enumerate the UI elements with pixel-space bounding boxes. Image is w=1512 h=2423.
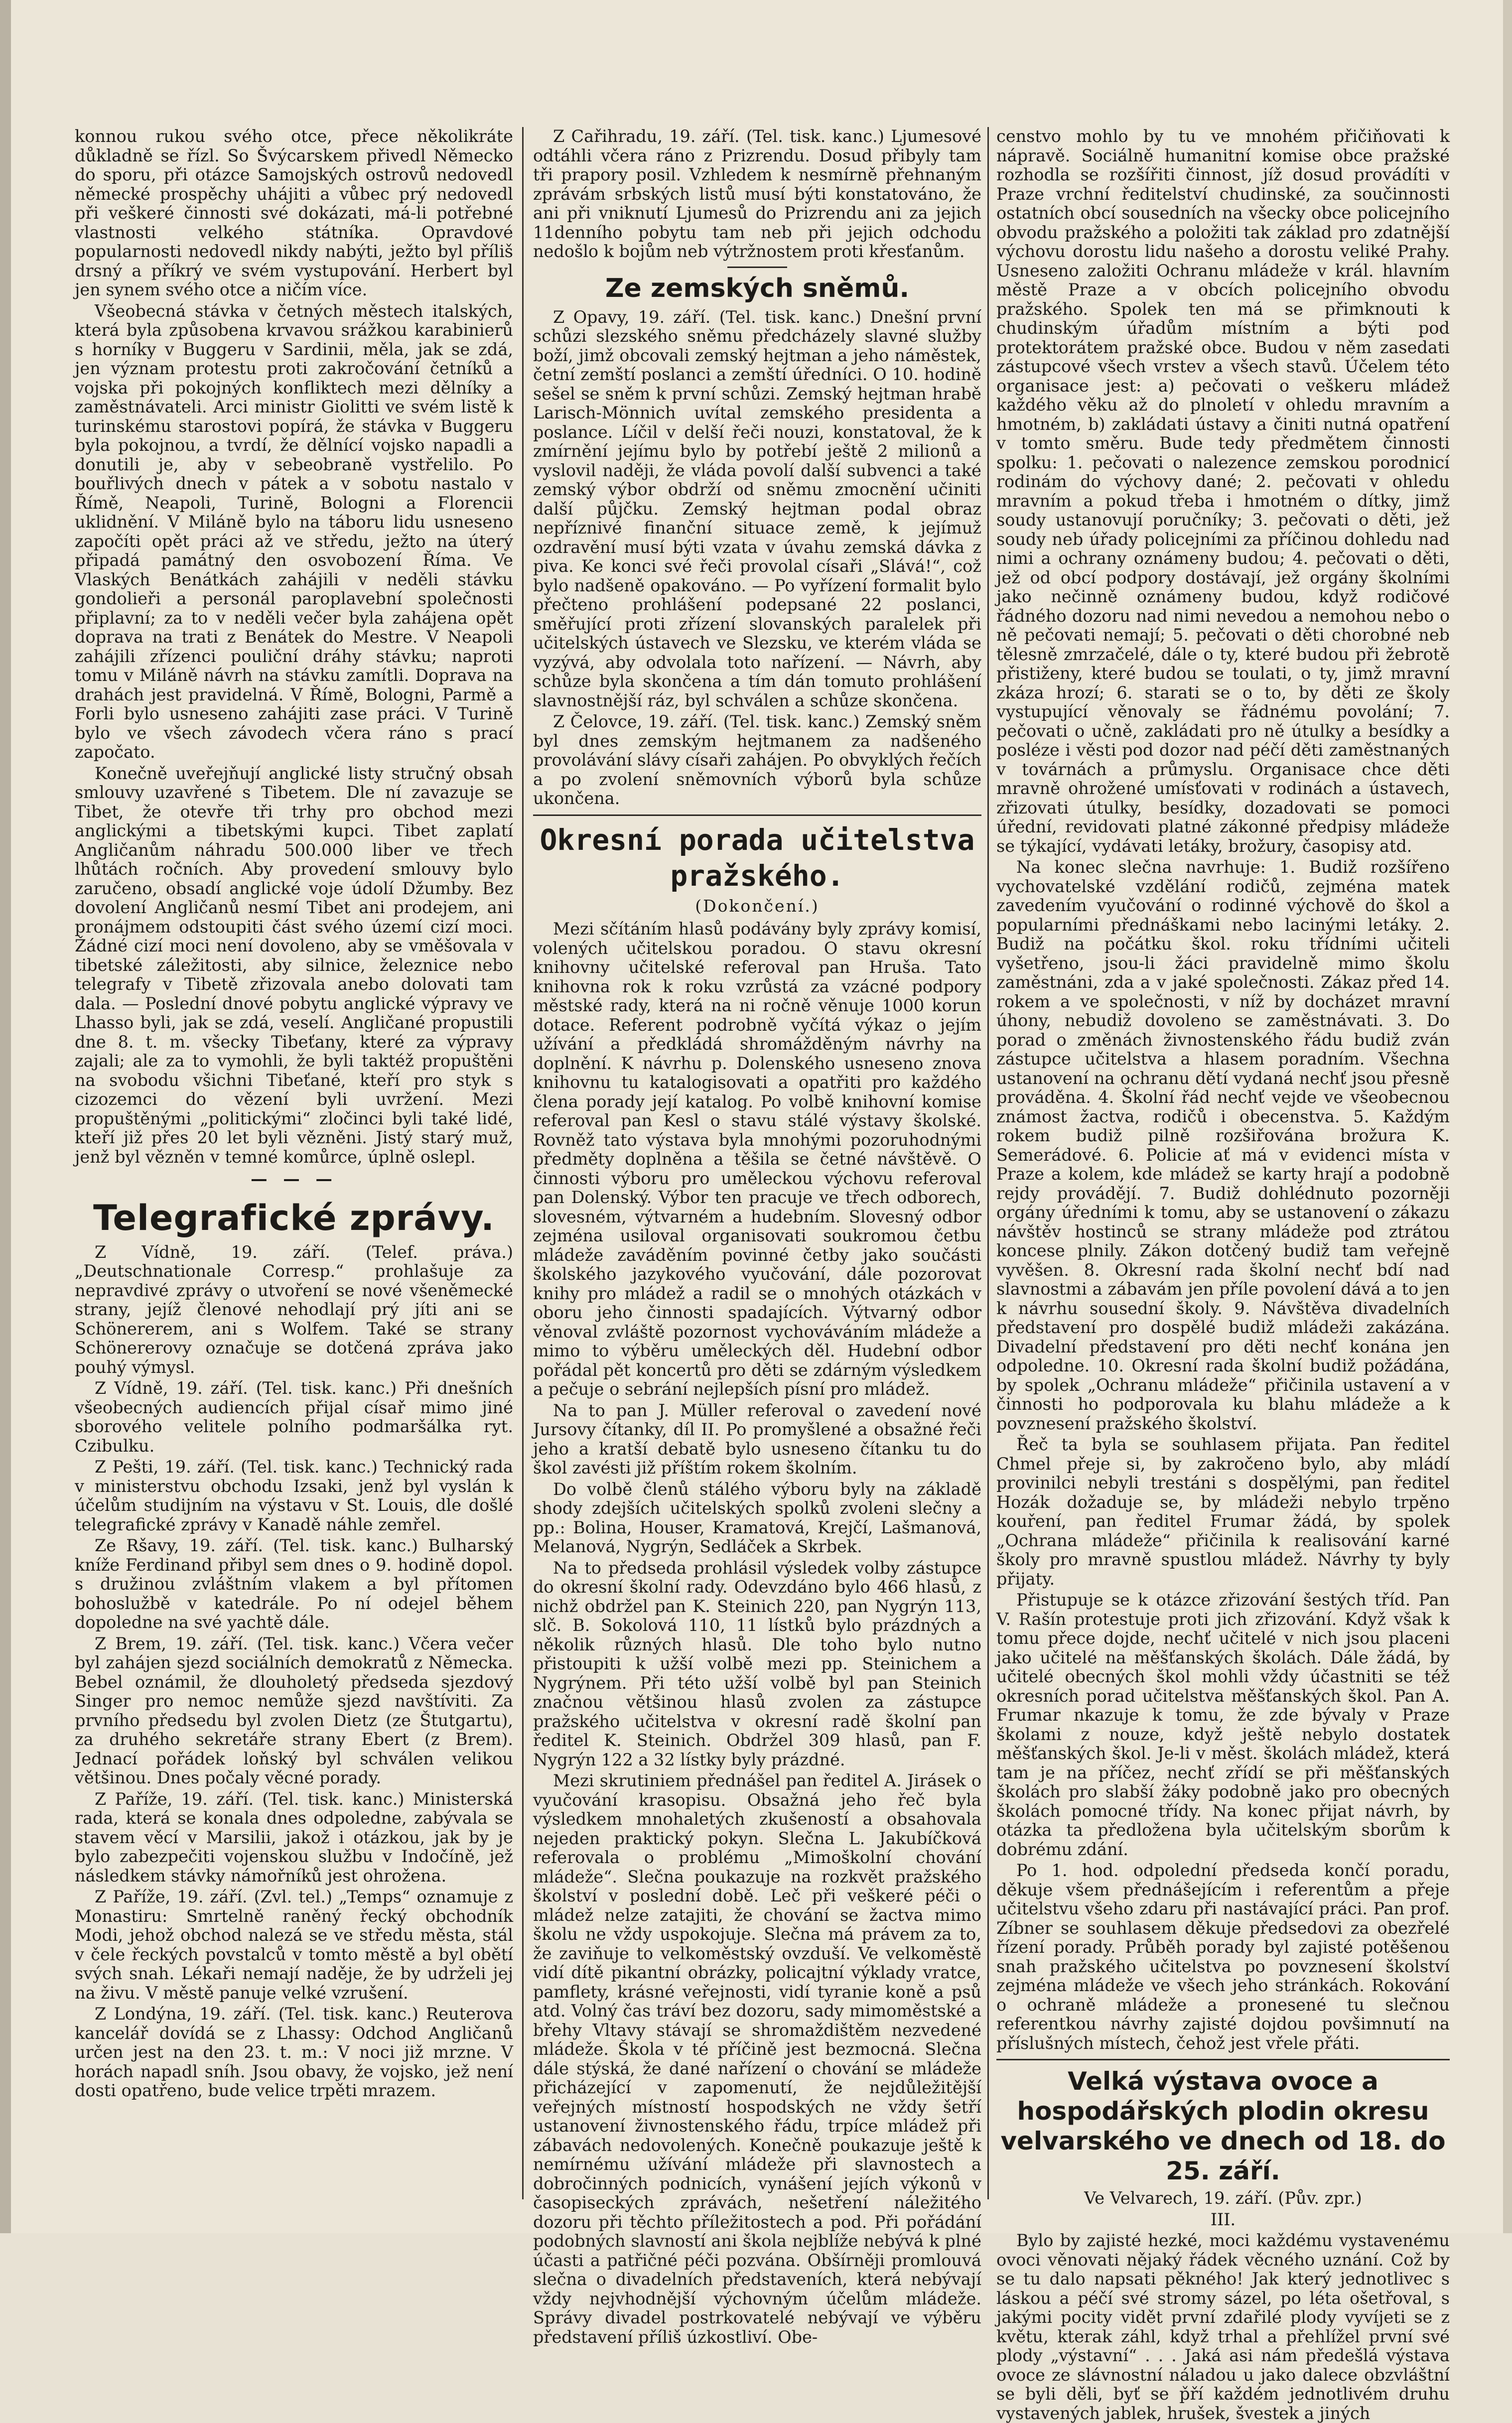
continuation-note: (Dokončení.) (695, 896, 820, 916)
section-separator: — — — (251, 1169, 337, 1189)
telegram-constantinople: Z Cařihradu, 19. září. (Tel. tisk. kanc.) Ljumesové odtáhli včera ráno z Prizrendu. Dosud přibyly tam tři prapory posil. Vzhledem k nesmírně přehnaným zprávám srbských listů musí býti konstatováno, že ani při vniknutí Ljumesů do Prizrendu ani za jejich 11denního pobytu tam neb při jejich odchodu nedošlo k bojům neb výtržnostem proti křesťanům. (533, 127, 981, 261)
short-rule (727, 267, 787, 268)
conference-paragraph-2: Na to pan J. Müller referoval o zavedení nové Jursovy čítanky, díl II. Po promyšlené a obsažné řeči jeho a kratší debatě bylo usneseno čítanku tu do škol zavésti již příštím rokem školním. (533, 1400, 981, 1478)
section-heading-teachers-conference: Okresní porada učitelstva pražského. (540, 822, 975, 893)
column-2 (533, 127, 981, 2347)
section-rule (996, 2059, 1450, 2060)
conference-paragraph-7: Na konec slečna navrhuje: 1. Budiž rozšířeno vychovatelské vzdělání rodičů, zejména matek zavedením vyučování o rodinné výchově do škol a popularními přednáškami nebo lacinými letáky. 2. Budiž na počátku škol. roku třídními učiteli vyšetřeno, jsou-li žáci pravidelně mimo školu zaměstnáni, zda a v jaké společnosti. Zákaz před 14. rokem a ve společnosti, v níž by docházet mravní úhony, nebudiž dovoleno se zaměstnávati. 3. Do porad o změnách živnostenského řádu budiž zván zástupce učitelstva a hlasem poradním. Všechna ustanovení na ochranu dětí vydaná nechť jsou přesně prováděna. 4. Školní řád nechť vejde ve všeobecnou známost žactva, rodičů i obecenstva. 5. Každým rokem budiž pilně rozšiřována brožura K. Semerádové. 6. Policie ať má v evidenci místa v Praze a kolem, kde mládež se karty hrají a podobně rejdy provádějí. 7. Budiž dohlédnuto pozorněji orgány úředními k tomu, aby se ustanovení o zákazu návštěv hostinců se strany mládeže pod ztrátou koncese plnily. Zákon dotčený budiž tam veřejně vyvěšen. 8. Okresní rada školní nechť bdí nad slavnostmi a zábavám jen příle povolení dává a to jen k návrhu sousední školy. 9. Návštěva divadelních představení pro dospělé budiž mládeži zakázána. Divadelní představení pro děti nechť konána jen odpoledne. 10. Okresní rada školní budiž požádána, by spolek „Ochranu mládeže“ přičinila ustavení a v činnosti ho podporovala ku blahu mládeže a k povznesení pražského školství. (996, 857, 1450, 1433)
conference-paragraph-10: Po 1. hod. odpolední předseda končí poradu, děkuje všem přednášejícím i referentům a přeje učitelstvu všeho zdaru při nastávající práci. Pan prof. Zíbner se souhlasem děkuje předsedovi za obezřelé řízení porady. Průběh porady byl zajisté potěšenou snah pražského učitelstva po povznesení školství zejména mládeže ve všech jeho stránkách. Rokování o ochraně mládeže a pronesené tu slečnou referentkou návrhy zajisté dojdou povšimnutí na příslušných místech, čehož jest vřele přáti. (996, 1861, 1450, 2053)
article-paragraph-tibet-treaty: Konečně uveřejňují anglické listy stručný obsah smlouvy uzavřené s Tibetem. Dle ní zavazuje se Tibet, že otevře tři trhy pro obchod mezi anglickými a tibetskými kupci. Tibet zaplatí Angličanům náhradu 500.000 liber ve třech lhůtách ročních. Aby provedení smlouvy bylo zaručeno, obsadí anglické voje údolí Džumby. Bez dovolení Angličanů nesmí Tibet ani prodejem, ani pronájmem odstoupiti část svého území cizí moci. Žádné cizí moci není dovoleno, aby se vměšovala v tibetské záležitosti, aby silnice, železnice nebo telegrafy v Tibetě zřizovala anebo dolovati tam dala. — Poslední dnové pobytu anglické výpravy ve Lhasso byli, jak se zdá, veselí. Angličané propustili dne 8. t. m. všecky Tibeťany, které za výpravy zajali; ale za to vymohli, že byli taktéž propuštěni na svobodu všichni Tibeťané, kteří pro styk s cizozemci do vězení byli uvržení. Mezi propuštěnými „politickými“ zločinci byli také lidé, kteří již přes 20 let byli vězněni. Jistý starý muž, jenž byl vězněn v temné komůrce, úplně oslepl. (75, 763, 513, 1167)
part-number: III. (1210, 2209, 1236, 2229)
article-paragraph: konnou rukou svého otce, přece několikráte důkladně se řízl. So Švýcarskem přivedl Německo do sporu, při otázce Samojských ostrovů nedovedl německé prospěchy uhájiti a vůbec prý nedovedl při veškeré činnosti své dokázati, má-li potřebné vlastnosti velkého státníka. Opravdové popularnosti nedovedl nikdy nabýti, ježto byl příliš drsný a příkrý ve svém vystupování. Herbert byl jen synem svého otce a ničím více. (75, 127, 513, 299)
telegram-bremen: Z Brem, 19. září. (Tel. tisk. kanc.) Včera večer byl zahájen sjezd sociálních demokratů z Německa. Bebel oznámil, že dlouholetý předseda sjezdový Singer pro nemoc nemůže sjezd navštíviti. Za prvního předsedu byl zvolen Dietz (ze Štutgartu), za druhého sekretáře strany Ebert (z Brem). Jednací pořádek loňský byl schválen velikou většinou. Dnes počaly věcné porady. (75, 1633, 513, 1787)
conference-paragraph-8: Řeč ta byla se souhlasem přijata. Pan ředitel Chmel přeje si, by zakročeno bylo, aby mládí provinilci nebyli trestáni s dospělými, pan ředitel Hozák dožaduje se, by mládeži nebylo trpěno kouření, pan ředitel Frumar žádá, by spolek „Ochrana mládeže“ přičinila k realisování karné školy pro mravně spustlou mládež. Návrhy ty byly přijaty. (996, 1435, 1450, 1589)
diet-celovec: Z Čelovce, 19. září. (Tel. tisk. kanc.) Zemský sněm byl dnes zemským hejtmanem za nadšeného provolávání slávy císaři zahájen. Po obvyklých řečích a po zvolení sněmovních výborů byla schůze ukončena. (533, 712, 981, 808)
article-paragraph-italy-strike: Všeobecná stávka v četných městech italských, která byla způsobena krvavou srážkou karabinierů s horníky v Buggeru v Sardinii, měla, jak se zdá, jen význam protestu proti zakročování četníků a vojska při pokojných konfliktech mezi dělníky a zaměstnávateli. Arci ministr Giolitti ve svém listě k turinskému starostovi popírá, že stávka v Buggeru byla pokojnou, a tvrdí, že dělnící vojsko napadli a donutili je, aby v sebeobraně vystřelilo. Po bouřlivých dnech v pátek a v sobotu nastalo v Římě, Neapoli, Turině, Bologni a Florencii uklidnění. V Miláně bylo na táboru lidu usneseno započíti opět práci až ve středu, ježto na úterý připadá památný den osvobození Říma. Ve Vlaských Benátkách zahájili v neděli stávku gondolieři a personál paroplavební společnosti připlavní; za to v neděli večer byla zahájena opět doprava na trati z Benátek do Mestre. V Neapoli zahájili zřízenci pouliční dráhy stávku; naproti tomu v Miláně návrh na stávku zamítli. Doprava na drahách jest pravidelná. V Římě, Bologni, Parmě a Forli bylo usneseno zahájiti zase práci. V Turině bylo ve všech závodech včera ráno s prací započato. (75, 301, 513, 762)
telegram-paris-2: Z Paříže, 19. září. (Zvl. tel.) „Temps“ oznamuje z Monastiru: Smrtelně raněný řecký obchodník Modi, jehož obchod nalezá se ve středu města, stál v čele řeckých povstalců v tomto městě a byl obětí svých snah. Lékaři nemají naděje, že by udrželi jej na živu. V městě panuje velké vzrušení. (75, 1887, 513, 2003)
section-heading-fruit-exhibition: Velká výstava ovoce a hospodářských plodin okresu velvarského ve dnech od 18. do 25. září. (1000, 2067, 1446, 2185)
conference-paragraph-4: Na to předseda prohlásil výsledek volby zástupce do okresní školní rady. Odevzdáno bylo 466 hlasů, z nichž obdržel pan K. Steinich 220, pan Nygrýn 113, slč. B. Sokolová 110, 11 lístků bylo prázdných a několik různých hlasů. Dle toho bylo nutno přistoupiti k užší volbě mezi pp. Steinichem a Nygrýnem. Při této užší volbě byl pan Steinich značnou většinou hlasů zvolen za zástupce pražského učitelstva v okresní radě školní pan ředitel K. Steinich. Obdržel 309 hlasů, pan F. Nygrýn 122 a 32 lístky byly prázdné. (533, 1558, 981, 1769)
diet-opava: Z Opavy, 19. září. (Tel. tisk. kanc.) Dnešní první schůzi slezského sněmu předcházely slavné služby boží, jimž obcovali zemský hejtman a jeho náměstek, četní zemští poslanci a zemští úředníci. O 10. hodině sešel se sněm k první schůzi. Zemský hejtman hrabě Larisch-Mönnich uvítal zemského presidenta a poslance. Líčil v delší řeči nouzi, konstatoval, že k zmírnění jejímu bylo by potřebí ještě 2 milionů a vyslovil naději, že vláda povolí další subvenci a také zemský výbor obdrží od sněmu zmocnění učiniti další půjčku. Zemský hejtman podal obraz nepříznivé finanční situace země, k jejímuž ozdravění musí býti vzata v úvahu zemská dávka z piva. Ke konci své řeči provolal císaři „Slává!“, což bylo nadšeně opakováno. — Po vyřízení formalit bylo přečteno prohlášení podepsané 22 poslanci, směřující proti zřízení slovanských paralelek při učitelských ústavech ve Slezsku, ve kterém vláda se vyzývá, aby odvolala toto nařízení. — Návrh, aby schůze byla skončena a tím dán tomuto prohlášení slavnostnější ráz, byl schválen a schůze skončena. (533, 307, 981, 710)
conference-paragraph-6: censtvo mohlo by tu ve mnohém přičiňovati k nápravě. Sociálně humanitní komise obce pražské rozhodla se rozšířiti činnost, jíž dosud provádíti v Praze vrchní ředitelství chudinské, za součinnosti ostatních obcí sousedních na všecky obce policejního obvodu pražského a položiti tak základ pro zdatnější výchovu dorostu lidu našeho a dorostu veliké Prahy. Usneseno založiti Ochranu mládeže v král. hlavním městě Praze a v obcích policejního obvodu pražského. Spolek ten má se přimknouti k chudinským úřadům místním a býti pod protektorátem pražské obce. Budou v něm zasedati zástupcové všech vrstev a všech stavů. Účelem této organisace jest: a) pečovati o veškeru mládež každého věku až do plnoletí v ohledu mravním a hmotném, b) zakládati ústavy a činiti nutná opatření v tomto směru. Bude tedy předmětem činnosti spolku: 1. pečovati o nalezence zemskou porodnicí rodinám do výchovy dané; 2. pečovati v ohledu mravním a pokud třeba i hmotném o dítky, jimž soudy ustanovují poručníky; 3. pečovati o děti, jež soudy neb úřady policejními za příčinou dohledu nad nimi a ochrany oznámeny budou; 4. pečovati o děti, jež od obcí podpory dostávají, jež orgány školními jako nečinně oznámeny budou, když rodičové řádného dozoru nad nimi nevedou a nemohou nebo o ně pečovati nemají; 5. pečovati o děti chorobné neb tělesně zmrzačelé, dále o ty, které budou při žebrotě přistiženy, které budou se toulati, o ty, jimž mravní zkáza hrozí; 6. starati se o to, by děti ze školy vystupující věnovaly se řádnému povolání; 7. pečovati o učně, zakládati pro ně útulky a besídky a posléze i věsti pod dozor nad péčí děti zaměstnaných v továrnách a průmyslu. Organisace chce děti mravně ohrožené umísťovati v rodinách a ústavech, zřizovati útulky, besídky, dozadovati se pomoci úřední, revidovati platné zákonné předpisy mládeže se týkající, vydávati letáky, brožury, časopisy atd. (996, 127, 1450, 856)
section-heading-telegraphic-news: Telegrafické zprávy. (93, 1197, 495, 1238)
column-1 (75, 127, 513, 2203)
telegram-rsava: Ze Ršavy, 19. září. (Tel. tisk. kanc.) Bulharský kníže Ferdinand přibyl sem dnes o 9. hodině dopol. s družinou zvláštním vlakem a byl přítomen bohoslužbě v katedrále. Po ní odejel během dopoledne na své yachtě dále. (75, 1536, 513, 1632)
telegram-london: Z Londýna, 19. září. (Tel. tisk. kanc.) Reuterova kancelář dovídá se z Lhassy: Odchod Angličanů určen jest na den 23. t. m.: V noci již mrzne. V horách napadl sníh. Jsou obavy, že vojsko, jež není dosti opatřeno, bude velice trpěti mrazem. (75, 2004, 513, 2100)
column-3 (996, 127, 1450, 2423)
page-right-edge (1503, 0, 1512, 2233)
page-left-edge (0, 0, 11, 2233)
conference-paragraph-3: Do volbě členů stálého výboru byly na základě shody zdejších učitelských spolků zvoleni slečny a pp.: Bolina, Houser, Kramatová, Krejčí, Lašmanová, Melanová, Nygrýn, Sedláček a Skrbek. (533, 1479, 981, 1556)
exhibition-paragraph-1: Bylo by zajisté hezké, moci každému vystavenému ovoci věnovati nějaký řádek věcného uznání. Což by se tu dalo napsati pěkného! Jak který jednotlivec s láskou a péčí své stromy sázel, po léta ošetřoval, s jakými pocity vidět první zdařilé plody vyvíjeti se z květu, kterak záhl, když trhal a přehlížel první své plody „výstavní“ . . . Jaká asi nám předešlá výstava ovoce ze slávnostní náladou u jako dalece obzvláštní se byli děli, byť se p̌ří každém jednotlivém druhu vystavených jablek, hrušek, švestek a jiných (996, 2231, 1450, 2423)
column-rule-2 (987, 127, 989, 2199)
section-rule (533, 814, 981, 816)
conference-paragraph-5: Mezi skrutiniem přednášel pan ředitel A. Jirásek o vyučování krasopisu. Obsažná jeho řeč byla výsledkem mnohaletých zkušeností a obsahovala nejeden praktický pokyn. Slečna L. Jakubíčková referovala o problému „Mimoškolní chování mládeže“. Slečna poukazuje na rozkvět pražského školství v poslední době. Leč při veškeré péči o mládež nelze zatajiti, že chování se žactva mimo školu ne vždy uspokojuje. Slečna má právem za to, že zaviňuje to velkoměstský ovzduší. Ve velkoměstě vidí dítě pikantní obrázky, policajtní výklady vratce, pamflety, krásné veřejnosti, vidí tyranie koně a psů atd. Volný čas tráví bez dozoru, sady mimoměstské a břehy Vltavy stávají se shromaždištěm nezvedené mládeže. Škola v té příčině jest bezmocná. Slečna dále stýská, že dané nařízení o chování se mládeže přicházející v zapomenutí, že nejdůležitější veřejných místností hospodských ne vždy šetří ustanovení živnostenského řádu, trpíce mládež při zábavách nedovolených. Konečně poukazuje ještě k nemírnému užívání mládeže při slavnostech a dobročinných podnicích, vynášení jejích výkonů v časopiseckých zprávách, nešetření náležitého dozoru při těchto příležitostech a pod. Při pořádání podobných slavností ani škola nejblíže nebývá k plné účasti a patřičné péči pozvána. Obšírněji promlouvá slečna o divadelních představeních, která nebývají vždy nejvhodnější výchovným účelům mládeže. Správy divadel postrkovatelé nebývají ve výběru představení příliš úzkostliví. Obe- (533, 1771, 981, 2347)
conference-paragraph-9: Přistupuje se k otázce zřizování šestých tříd. Pan V. Rašín protestuje proti jich zřizování. Když však k tomu přece dojde, nechť učitelé v nich jsou placeni jako učitelé na měšťanských školách. Dále žádá, by učitelé obecných škol mohli vždy účastniti se též okresních porad učitelstva měšťanských škol. Pan A. Frumar nkazuje k tomu, že zde bývaly v Praze školami z nouze, když ještě nebylo dostatek měšťanských škol. Je-li v měst. školách mládež, která tam je na příčez, nechť zřídí se při měšťanských školách pro slabší žáky podobně jako pro obecných školách pomocné třídy. Na konec přijat návrh, by otázka ta předložena byla učitelským sborům k dobrému zdání. (996, 1590, 1450, 1859)
telegram-budapest: Z Pešti, 19. září. (Tel. tisk. kanc.) Technický rada v ministerstvu obchodu Izsaki, jenž byl vyslán k účelům studijním na výstavu v St. Louis, dle došlé telegrafické zprávy v Kanadě náhle zemřel. (75, 1457, 513, 1534)
column-rule-1 (522, 127, 524, 2199)
section-heading-diets: Ze zemských sněmů. (605, 273, 910, 303)
telegram-paris-1: Z Paříže, 19. září. (Tel. tisk. kanc.) Ministerská rada, která se konala dnes odpoledne, zabývala se stavem věcí v Marsilii, jakož i otázkou, jak by je bylo zabezpečiti vojenskou službu v Indočíně, jež následkem stávky námořníků jest ohrožena. (75, 1789, 513, 1885)
telegram-vienna-2: Z Vídně, 19. září. (Tel. tisk. kanc.) Při dnešních všeobecných audiencích přijal císař mimo jiné sborového velitele polního podmaršálka ryt. Czibulku. (75, 1378, 513, 1456)
telegram-vienna-1: Z Vídně, 19. září. (Telef. práva.) „Deutschnationale Corresp.“ prohlašuje za nepravdivé zprávy o utvoření se nové všeněmecké strany, jejíž členové nehodlají prý jíti ani se Schönererem, ani s Wolfem. Také se strany Schönererovy označuje se dotčená zpráva jako pouhý výmysl. (75, 1242, 513, 1377)
conference-paragraph-1: Mezi sčítáním hlasů podávány byly zprávy komisí, volených učitelskou poradou. O stavu okresní knihovny učitelské referoval pan Hruša. Tato knihovna rok k roku vzrůstá za vzácné podpory městské rady, která na ni ročně věnuje 1000 korun dotace. Referent podrobně vyčítá výkaz o jejím užívání a předkládá shromážděným návrhy na doplnění. K návrhu p. Dolenského usneseno znova knihovnu tu katalogisovati a opatřiti pro každého člena porady její katalog. Po volbě knihovní komise referoval pan Kesl o stavu stálé výstavy školské. Rovněž tato výstava byla mnohými pozoruhodnými předměty doplněna a těšila se četné návštěvě. O činnosti výboru pro uměleckou výchovu referoval pan Dolenský. Výbor ten pracuje ve třech odborech, slovesném, výtvarném a hudebním. Slovesný odbor zejména usiloval organisovati soukromou četbu mládeže zaváděním povinné četby jako součásti školského jazykového vyučování, dále pozorovat knihy pro mládež a radil se o mnohých otázkách v oboru jeho činnosti spadajících. Výtvarný odbor věnoval zvláště pozornost vychováváním mládeže a mimo to výběru uměleckých děl. Hudební odbor pořádal pět koncertů pro děti se zdárným výsledkem a pečuje o sebrání nejlepších písní pro mládež. (533, 919, 981, 1399)
dateline: Ve Velvarech, 19. září. (Pův. zpr.) (1084, 2188, 1362, 2208)
